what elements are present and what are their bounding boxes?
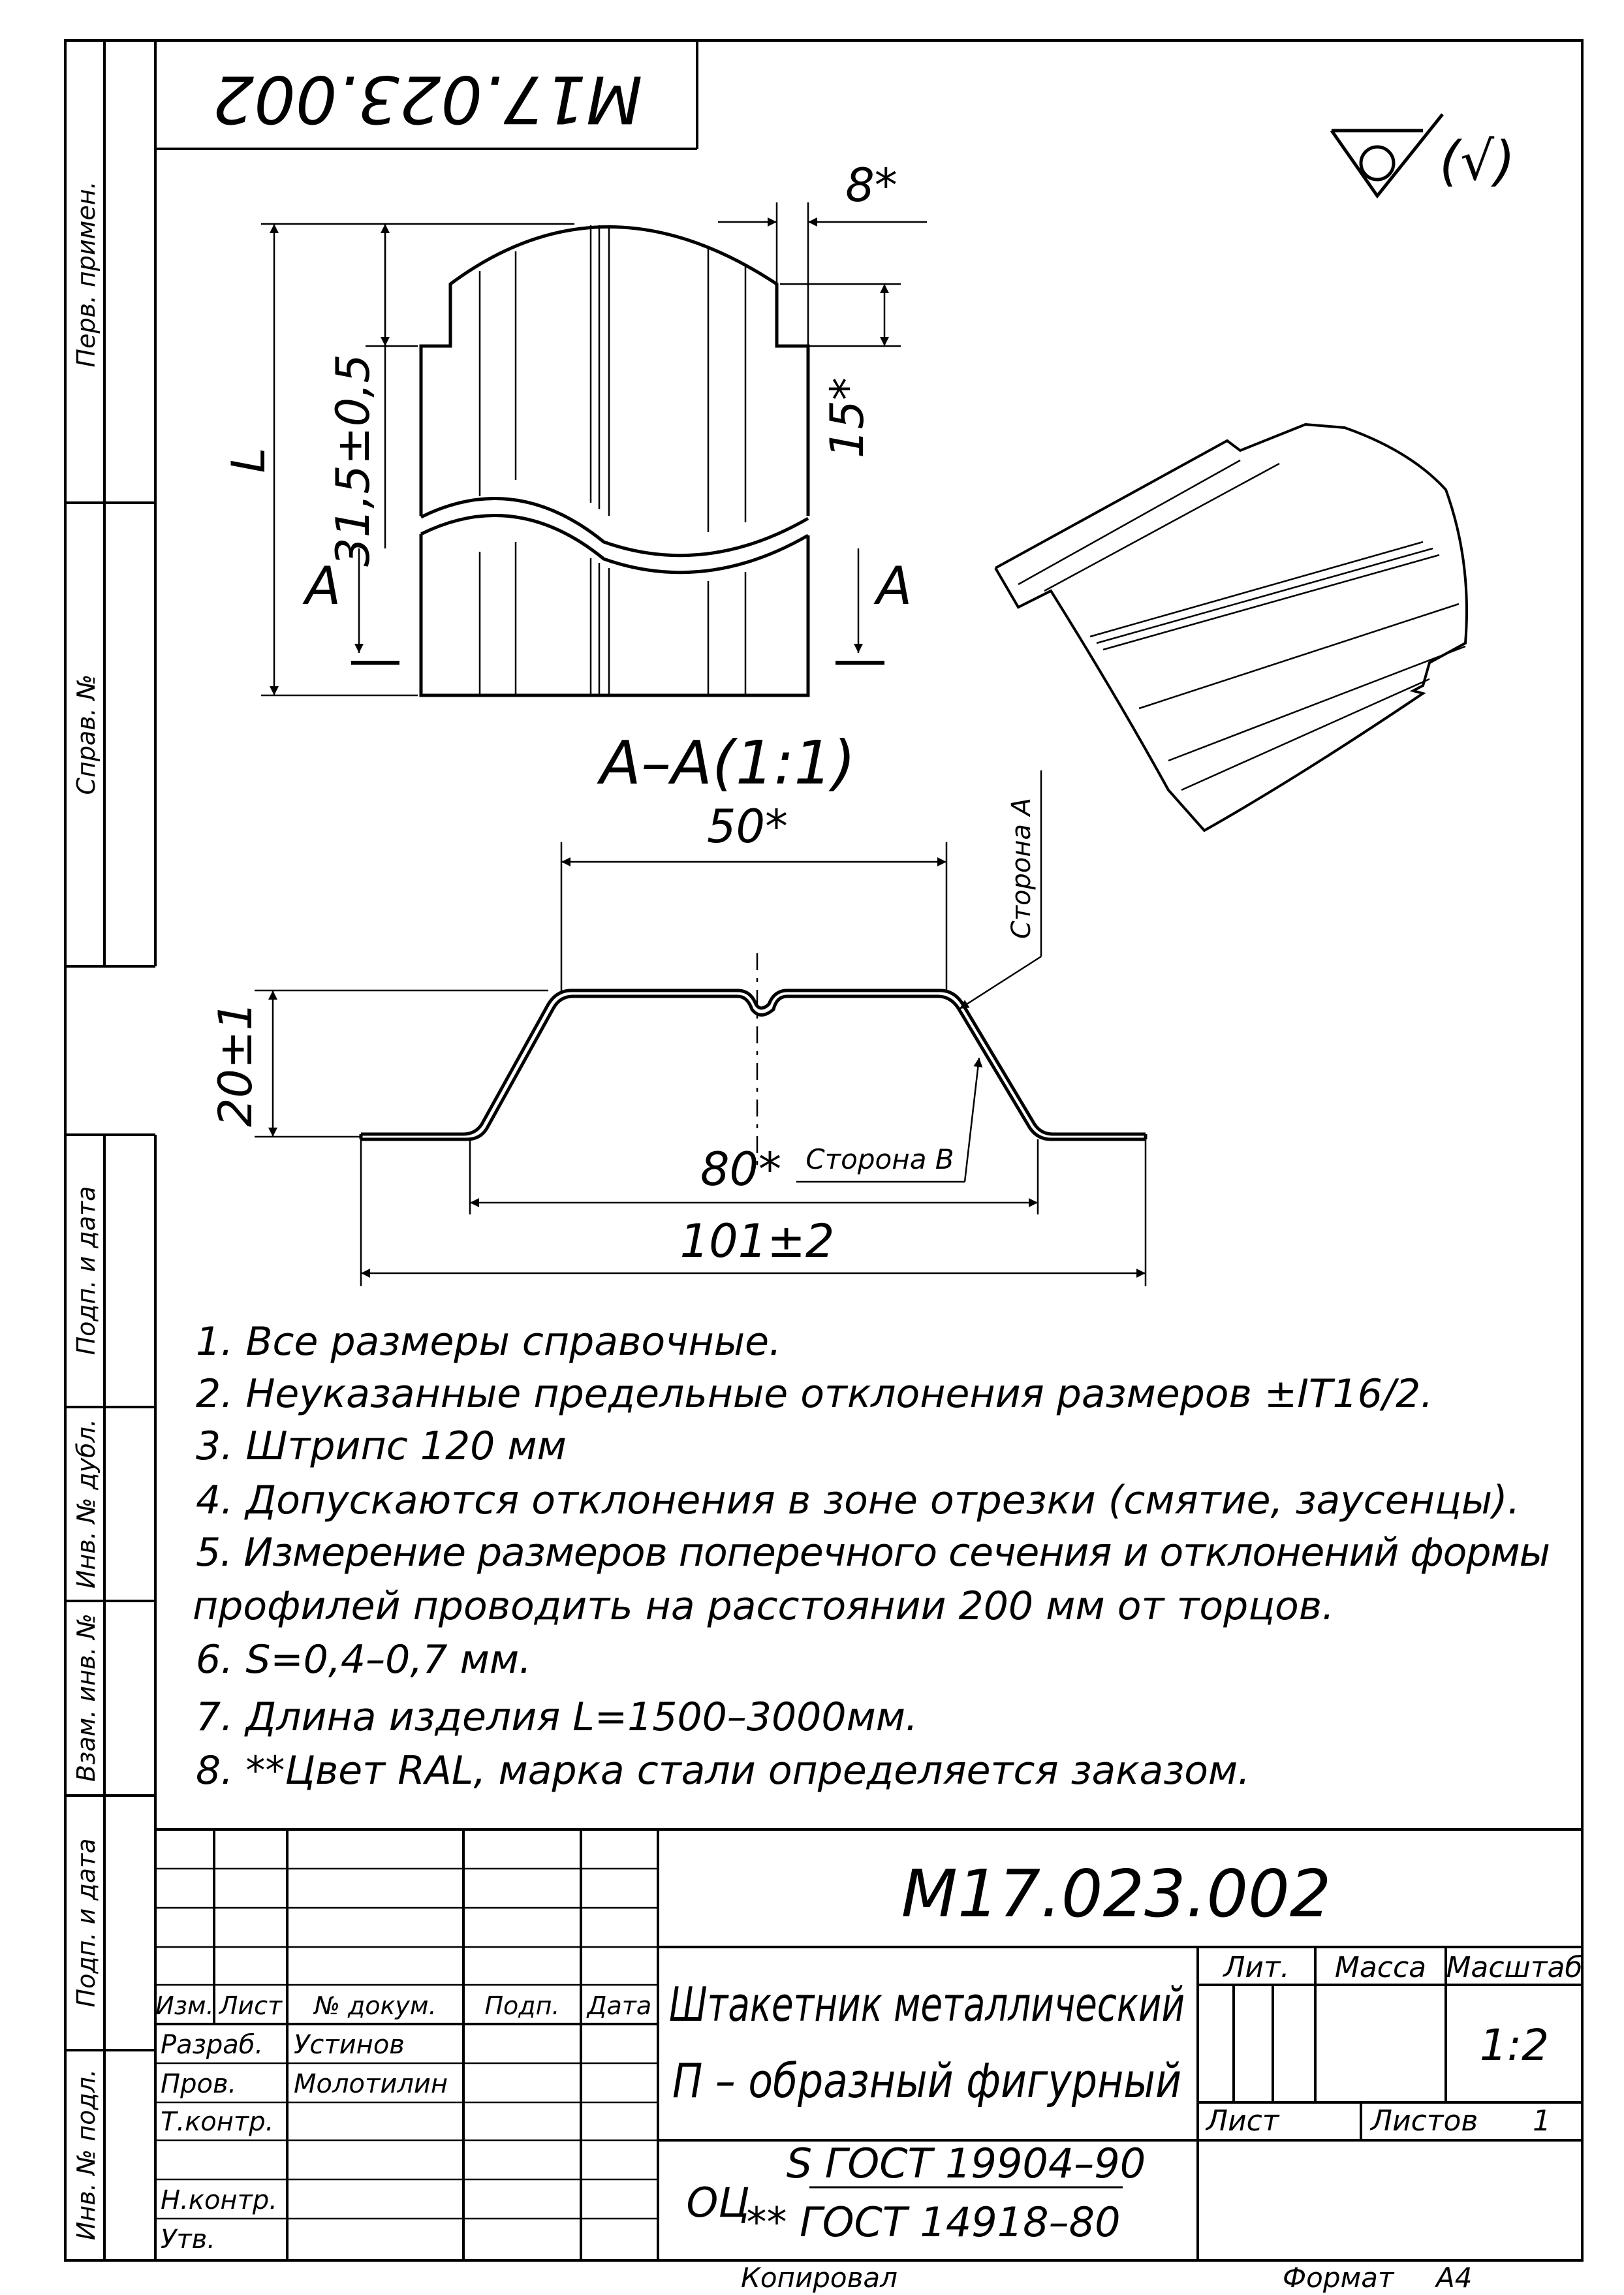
- note-2: 2. Неуказанные предельные отклонения размеров ±IT16/2.: [196, 1371, 1433, 1417]
- notes: [193, 1319, 1550, 1794]
- note-7: 7. Длина изделия L=1500–3000мм.: [196, 1694, 918, 1740]
- role-prov: Пров.: [161, 2069, 237, 2099]
- person-razrab: Устинов: [294, 2030, 405, 2060]
- note-1: 1. Все размеры справочные.: [196, 1319, 782, 1365]
- front-view-ribs: [480, 225, 745, 695]
- scale-value: 1:2: [1479, 2020, 1550, 2070]
- format-label: Формат: [1283, 2262, 1394, 2294]
- dim-label-mid-width: 80*: [700, 1143, 782, 1196]
- sheets-value: 1: [1533, 2104, 1551, 2138]
- role-utv: Утв.: [161, 2224, 215, 2255]
- header-podp: Подп.: [484, 1991, 560, 2020]
- footer: [741, 2262, 1472, 2294]
- designation-inverted: М17.023.002: [212, 61, 643, 138]
- note-6: 6. S=0,4–0,7 мм.: [196, 1637, 532, 1683]
- role-tkontr: Т.контр.: [161, 2107, 274, 2137]
- side-a-label: Сторона А: [1007, 797, 1037, 940]
- note-5-cont: профилей проводить на расстоянии 200 мм от торцов.: [193, 1583, 1335, 1629]
- lit-label: Лит.: [1223, 1951, 1290, 1984]
- isometric-view-ribs: [1018, 460, 1465, 790]
- header-izm: Изм.: [155, 1991, 214, 2020]
- header-list: Лист: [219, 1991, 283, 2020]
- note-5: 5. Измерение размеров поперечного сечения и отклонений формы: [196, 1530, 1550, 1575]
- side-label-perv-primen: Перв. примен.: [72, 181, 101, 368]
- section-marker-left: A: [305, 556, 341, 616]
- material-bottom: ** ГОСТ 14918–80: [746, 2198, 1121, 2246]
- side-label-inv-no-dubl: Инв. № дубл.: [72, 1419, 101, 1589]
- dim-label-v-tab: 15*: [820, 377, 874, 459]
- note-8: 8. **Цвет RAL, марка стали определяется заказом.: [196, 1748, 1251, 1794]
- dim-label-L: L: [222, 447, 275, 473]
- sheets-label: Листов: [1371, 2104, 1478, 2138]
- section-labels: [209, 798, 1037, 1268]
- isometric-view: [995, 424, 1467, 831]
- dim-label-arc-height: 31,5±0,5: [326, 354, 380, 567]
- person-prov: Молотилин: [294, 2069, 448, 2099]
- section-title: А–А(1:1): [600, 728, 856, 798]
- side-label-inv-no-podl: Инв. № подл.: [72, 2068, 101, 2241]
- title-block-right: [1205, 1951, 1583, 2138]
- sheet-label: Лист: [1206, 2104, 1279, 2138]
- dim-label-height: 20±1: [209, 1001, 262, 1128]
- roughness-symbol-icon: [1332, 114, 1443, 196]
- roughness-note: (√): [1439, 131, 1516, 193]
- role-nkontr: Н.контр.: [161, 2185, 277, 2215]
- format-value: А4: [1436, 2262, 1473, 2294]
- header-doc-no: № докум.: [314, 1991, 437, 2020]
- side-label-sprav-no: Справ. №: [72, 674, 101, 795]
- title-block-designation: М17.023.002: [901, 1856, 1332, 1932]
- copied-label: Копировал: [741, 2262, 898, 2294]
- header-data: Дата: [587, 1991, 652, 2020]
- mass-label: Масса: [1334, 1951, 1427, 1984]
- section-marker-right: A: [876, 556, 913, 616]
- dim-label-h-tab: 8*: [845, 159, 898, 212]
- scale-label: Масштаб: [1446, 1951, 1583, 1984]
- material-top: S ГОСТ 19904–90: [786, 2140, 1146, 2187]
- role-razrab: Разраб.: [161, 2030, 264, 2060]
- side-labels: [72, 181, 101, 2240]
- side-label-vzam-inv-no: Взам. инв. №: [72, 1613, 101, 1782]
- note-3: 3. Штрипс 120 мм: [196, 1423, 567, 1469]
- product-name-line2: П – образный фигурный: [672, 2053, 1181, 2108]
- product-name-line1: Штакетник металлический: [669, 1977, 1185, 2032]
- dim-label-top-width: 50*: [706, 800, 789, 853]
- title-block-header: [155, 1991, 651, 2020]
- side-label-podp-i-data: Подп. и дата: [72, 1186, 101, 1355]
- side-label-podp-i-data-2: Подп. и дата: [72, 1838, 101, 2008]
- material-prefix: ОЦ: [686, 2179, 750, 2226]
- dim-label-full-width: 101±2: [679, 1214, 835, 1268]
- note-4: 4. Допускаются отклонения в зоне отрезки (смятие, заусенцы).: [196, 1478, 1520, 1523]
- side-b-label: Сторона В: [805, 1143, 954, 1175]
- section-profile: [361, 990, 1146, 1139]
